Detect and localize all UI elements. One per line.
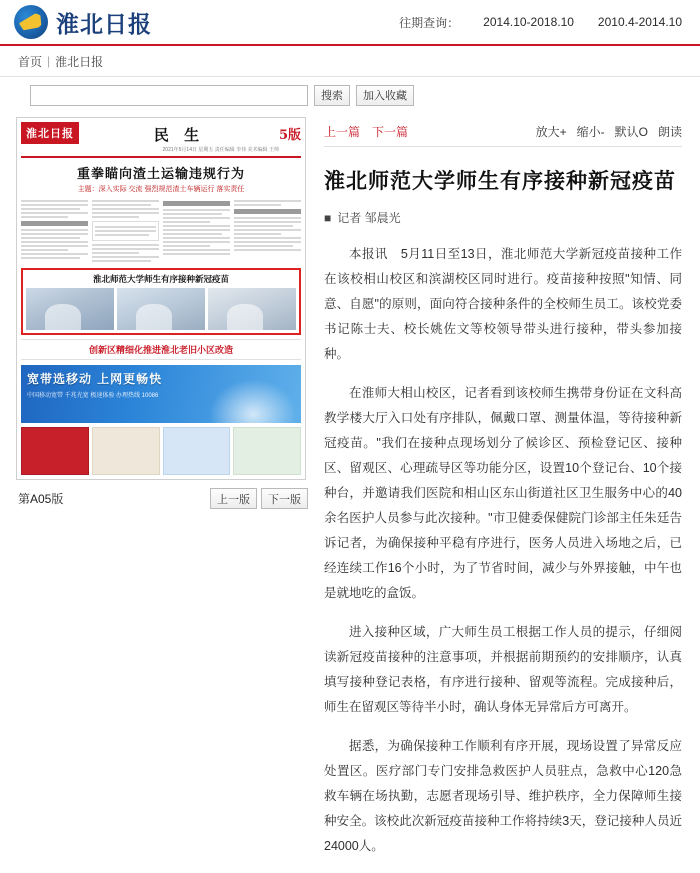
paper-headline[interactable]: 重拳瞄向渣土运输违规行为 [76,167,245,182]
article-byline [324,209,682,226]
article-title: 淮北师范大学师生有序接种新冠疫苗 [324,168,676,193]
paper-secondary-headline[interactable]: 创新区精细化推进淮北老旧小区改造 [21,339,301,360]
paper-column-2 [92,198,159,264]
article-column [310,117,700,873]
paper-advertisement[interactable] [21,365,301,423]
highlighted-article-box[interactable] [21,268,301,335]
archive-query [399,14,700,31]
ad-cell-3 [163,427,231,475]
ad-cell-4 [233,427,301,475]
ad-title: 宽带选移动 上网更畅快 [27,372,163,386]
search-button[interactable]: 搜索 [314,85,350,106]
ad-cell-1 [21,427,89,475]
breadcrumb-home[interactable]: 首页 [18,54,43,69]
archive-range-2[interactable]: 2010.4-2014.10 [597,15,682,29]
site-header [0,0,700,44]
paper-masthead-info: 2021年5月14日 星期五 责任编辑 李伟 美术编辑 王帅 [162,147,279,153]
paper-ad-strip [21,427,301,475]
ad-people-photo [209,379,297,423]
page-number-label: 第A05版 [18,492,64,506]
default-size-button[interactable]: 默认O [614,125,648,139]
zoom-out-button[interactable]: 缩小- [576,125,605,139]
prev-page-button[interactable]: 上一版 [210,488,257,509]
eagle-circle-logo-icon [14,5,48,39]
article-paragraph: 进入接种区域，广大师生员工根据工作人员的提示，仔细阅读新冠疫苗接种的注意事项，并根据前期预约的安排顺序，认真填写接种登记表格，有序进行接种、留观等流程。完成接种后，师生在留观区等待半小时，确认身体无异常后方可离开。 [324,625,682,714]
article-paragraph: 本报讯 5月11日至13日，淮北师范大学新冠疫苗接种工作在该校相山校区和滨湖校区同时进行。疫苗接种按照"知情、同意、自愿"的原则，面向符合接种条件的全校师生员工。该校党委书记陈士夫、校长姚佐文等校领导带头进行接种，带头参加接种。 [324,247,682,361]
article-paragraph: 据悉，为确保接种工作顺利有序开展，现场设置了异常反应处置区。医疗部门专门安排急救医护人员驻点，急救中心120急救车辆在场执勤，志愿者现场引导、维护秩序，全力保障师生接种安全。该校此次新冠疫苗接种工作将持续3天，登记接种人员近24000人。 [324,739,682,853]
article-photo-row [26,288,296,330]
breadcrumb [0,46,700,77]
paper-subheadline: 主题：深入实际 交流 强烈规范渣土车辆运行 落实责任 [77,186,245,193]
paper-column-3 [163,198,230,264]
page-pager [210,488,308,509]
article-photo-3 [208,288,296,330]
zoom-in-button[interactable]: 放大+ [535,125,567,139]
article-photo-2 [117,288,205,330]
paper-edition: 5版 [278,128,301,143]
next-article-link[interactable]: 下一篇 [372,125,409,139]
paper-columns [21,198,301,264]
read-aloud-button[interactable]: 朗读 [657,125,682,139]
byline-marker-icon: ■ [324,210,332,225]
breadcrumb-separator: | [47,54,51,68]
breadcrumb-current[interactable]: 淮北日报 [55,54,104,69]
paper-column-1 [21,198,88,264]
next-page-button[interactable]: 下一版 [261,488,308,509]
paper-masthead [21,122,301,158]
ad-cell-2 [92,427,160,475]
search-input[interactable] [30,85,308,106]
site-name: 淮北日报 [56,10,152,38]
paper-masthead-logo: 淮北日报 [21,122,79,144]
archive-label: 往期查询： [399,15,460,30]
highlighted-article-title: 淮北师范大学师生有序接种新冠疫苗 [92,275,229,285]
newspaper-page-image[interactable] [16,117,306,480]
paper-footer [16,488,310,509]
article-photo-1 [26,288,114,330]
search-bar [0,77,700,113]
article-body [324,242,682,859]
paper-column-4 [234,198,301,264]
article-paragraph: 在淮师大相山校区，记者看到该校师生携带身份证在文科高教学楼大厅入口处有序排队，佩戴口罩、测量体温，等待接种新冠疫苗。"我们在接种点现场划分了候诊区、预检登记区、接种区、留观区、心理疏导区等功能分区，设置10个登记台、10个接种台，并邀请我们医院和相山区东山街道社区卫生服务中心的40余名医护人员参与此次接种。"市卫健委保健院门诊部主任朱廷告诉记者，为确保接种平稳有序进行，医务人员进入场地之后，已经连续工作16个小时，为了节省时间，减少与外界接触，中午也是就地吃的盒饭。 [324,386,682,600]
site-logo[interactable] [0,5,152,39]
previous-article-link[interactable]: 上一篇 [324,125,361,139]
byline-text: 记者 邹晨光 [337,211,401,225]
main-content [0,113,700,873]
archive-range-1[interactable]: 2014.10-2018.10 [483,15,574,29]
article-tools [536,123,682,140]
article-nav [324,123,682,147]
paper-preview-column [0,117,310,873]
paper-section-name: 民 生 [153,126,205,144]
ad-subtitle: 中国移动宽带 千兆光宽 极速体验 办理热线 10086 [27,393,159,399]
add-favorite-button[interactable]: 加入收藏 [356,85,414,106]
